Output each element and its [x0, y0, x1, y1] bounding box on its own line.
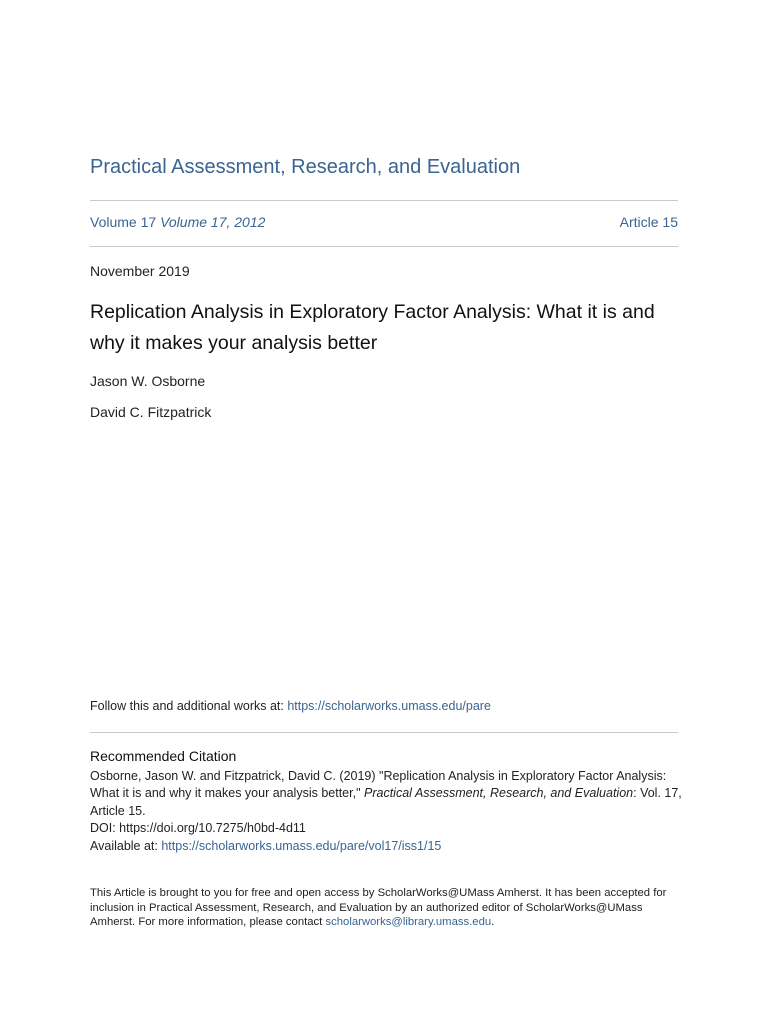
follow-line	[90, 699, 491, 713]
divider-issue	[90, 246, 678, 247]
volume-link[interactable]: Volume 17	[90, 214, 157, 230]
citation-doi: DOI: https://doi.org/10.7275/h0bd-4d11	[90, 821, 306, 836]
collection-link[interactable]: https://scholarworks.umass.edu/pare	[287, 699, 491, 713]
access-notice	[90, 886, 682, 930]
author-name: David C. Fitzpatrick	[90, 404, 212, 420]
divider-citation	[90, 732, 678, 733]
citation-available	[90, 838, 682, 855]
volume-year-link[interactable]: Volume 17, 2012	[160, 214, 266, 230]
citation-volume: : Vol. 17, Article 15.	[90, 786, 682, 818]
contact-email-link[interactable]: scholarworks@library.umass.edu	[325, 916, 492, 929]
article-number-link[interactable]: Article 15	[619, 214, 678, 230]
recommended-citation	[90, 768, 682, 855]
publication-date: November 2019	[90, 263, 190, 279]
issue-info-row	[90, 214, 678, 234]
divider-top	[90, 200, 678, 201]
access-notice-text: This Article is brought to you for free and open access by ScholarWorks@UMass Amherst. It has been accepted for inclusion in Practical Assessment, Research, and Evaluation by an authorized editor of ScholarWorks@UMass Amherst. For more information, please contact	[90, 887, 667, 929]
volume-info	[90, 214, 265, 230]
available-label: Available at:	[90, 838, 162, 853]
citation-heading: Recommended Citation	[90, 748, 237, 764]
author-name: Jason W. Osborne	[90, 373, 206, 389]
citation-text: Osborne, Jason W. and Fitzpatrick, David C. (2019) "Replication Analysis in Exploratory Factor Analysis: What it is and why it makes your analysis better,"	[90, 769, 667, 801]
citation-body	[90, 768, 682, 820]
article-title: Replication Analysis in Exploratory Factor Analysis: What it is and why it makes your analysis better	[90, 301, 655, 354]
access-notice-end: .	[491, 916, 495, 929]
follow-label: Follow this and additional works at:	[90, 699, 288, 713]
journal-title-link[interactable]: Practical Assessment, Research, and Evaluation	[90, 156, 521, 178]
citation-venue: Practical Assessment, Research, and Evaluation	[364, 786, 634, 801]
article-url-link[interactable]: https://scholarworks.umass.edu/pare/vol17/iss1/15	[161, 838, 442, 853]
